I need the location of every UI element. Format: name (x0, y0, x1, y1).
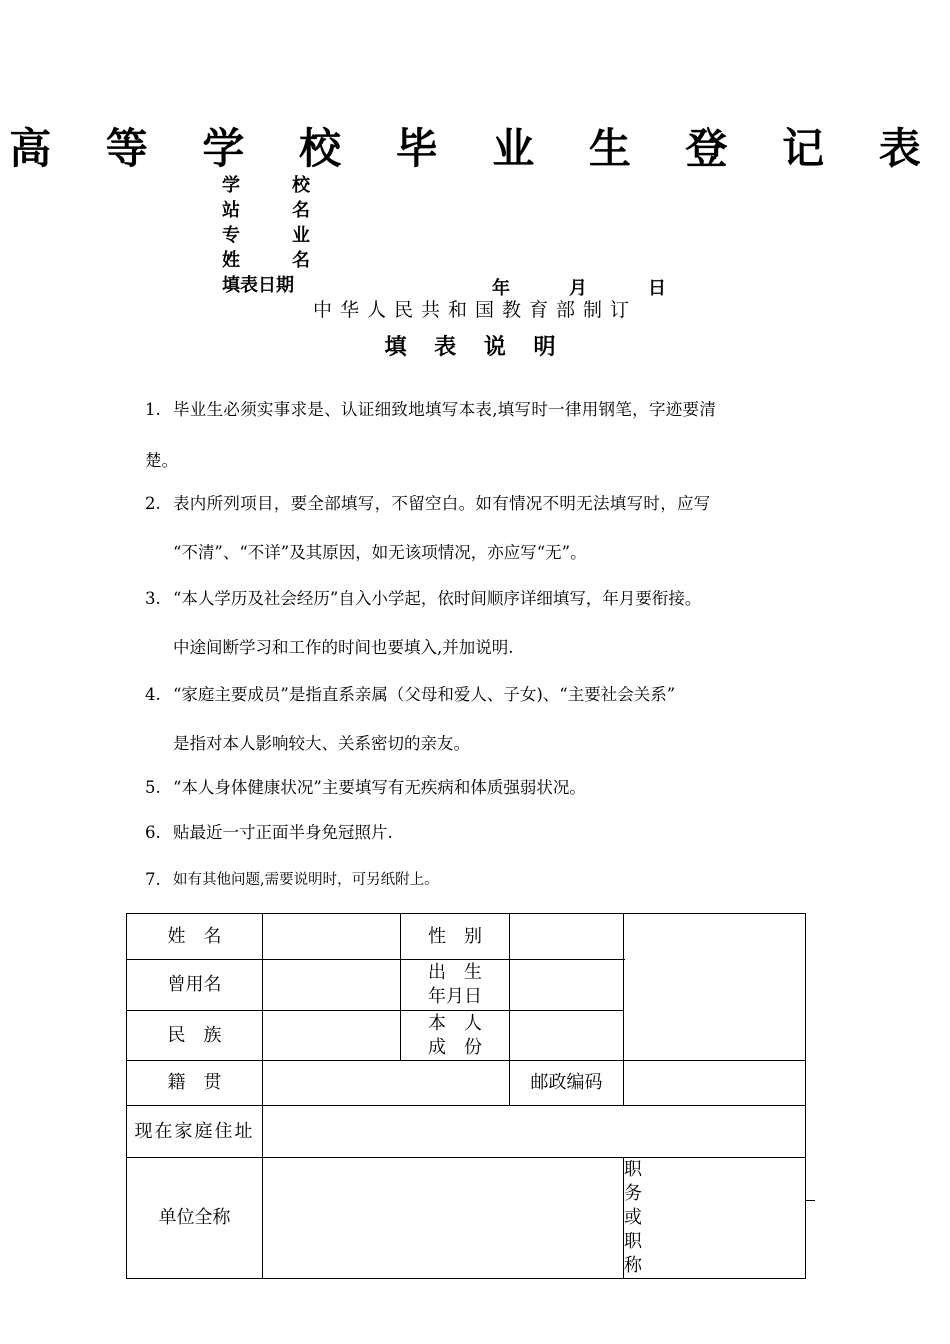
ethnicity-value-cell[interactable] (263, 1011, 401, 1061)
note-2-continued (173, 541, 587, 565)
info-station (222, 199, 310, 223)
note-text: “本人身体健康状况”主要填写有无疾病和体质强弱状况。 (173, 778, 586, 797)
former-name-value-cell[interactable] (263, 960, 401, 1011)
graduate-info-table: 姓 名 性 别 曾用名 出 生 年月日 民 族 本 人 成 份 籍 贯 邮政编码 现在家庭住址 单位全称 职务或职称 (126, 913, 806, 1279)
note-number: 5. (145, 778, 161, 797)
note-1-continued (145, 449, 178, 473)
info-label-school: 学 校 (222, 175, 310, 196)
name-value-cell[interactable] (263, 914, 401, 960)
date-month-label: 月 (569, 278, 587, 299)
note-number: 4. (145, 685, 161, 704)
gender-value-cell[interactable] (510, 914, 624, 960)
note-text: 如有其他问题,需要说明时，可另纸附上。 (173, 872, 439, 888)
note-number: 1. (145, 400, 161, 419)
note-text: 毕业生必须实事求是、认证细致地填写本表,填写时一律用钢笔，字迹要清 (173, 400, 717, 419)
date-year-label: 年 (492, 278, 510, 299)
home-address-value-cell[interactable] (263, 1106, 806, 1158)
note-text: 是指对本人影响较大、关系密切的亲友。 (173, 734, 470, 753)
position-value-cell[interactable] (624, 1158, 806, 1279)
info-major (222, 224, 310, 248)
note-text: 表内所列项目，要全部填写，不留空白。如有情况不明无法填写时，应写 (173, 494, 711, 513)
birth-date-value-cell[interactable] (510, 960, 624, 1011)
postcode-value-cell[interactable] (624, 1061, 806, 1106)
native-place-value-cell[interactable] (263, 1061, 510, 1106)
label-name: 姓 名 (127, 914, 263, 960)
info-label-name: 姓 名 (222, 250, 310, 271)
note-text: 中途间断学习和工作的时间也要填入,并加说明. (173, 638, 514, 657)
label-family-status-line1: 本 人 (428, 1012, 482, 1034)
note-text: 贴最近一寸正面半身免冠照片. (173, 823, 393, 842)
note-3-continued (173, 636, 514, 660)
label-ethnicity: 民 族 (127, 1011, 263, 1061)
label-family-status (401, 1011, 510, 1061)
note-4-continued (173, 732, 470, 756)
note-text: “家庭主要成员”是指直系亲属（父母和爱人、子女)、“主要社会关系” (173, 685, 676, 704)
label-birth-date-line1: 出 生 (428, 962, 482, 983)
issuing-organization: 中华人民共和国教育部制订 (312, 299, 637, 321)
info-fill-date (222, 274, 310, 298)
form-title: 高 等 学 校 毕 业 生 登 记 表 (9, 124, 941, 173)
label-home-address: 现在家庭住址 (127, 1106, 263, 1158)
info-school (222, 174, 310, 198)
note-text: 楚。 (145, 451, 178, 470)
note-text: “不清”、“不详”及其原因，如无该项情况，亦应写“无”。 (173, 543, 587, 562)
label-birth-date (401, 960, 510, 1011)
note-text: “本人学历及社会经历”自入小学起，依时间顺序详细填写，年月要衔接。 (173, 589, 702, 608)
label-birth-date-line2: 年月日 (428, 986, 482, 1007)
photo-cell[interactable] (624, 914, 806, 1061)
info-name (222, 249, 310, 273)
instructions-heading: 填 表 说 明 (384, 335, 566, 360)
label-native-place: 籍 贯 (127, 1061, 263, 1106)
note-number: 3. (145, 589, 161, 608)
note-number: 2. (145, 494, 161, 513)
family-status-value-cell[interactable] (510, 1011, 624, 1061)
label-former-name: 曾用名 (127, 960, 263, 1011)
label-employer: 单位全称 (127, 1158, 263, 1279)
label-family-status-line2: 成 份 (428, 1036, 482, 1058)
employer-value-cell[interactable] (263, 1158, 624, 1279)
info-label-station: 站 名 (222, 200, 310, 221)
info-label-fill-date: 填表日期 (222, 275, 294, 296)
date-day-label: 日 (648, 278, 666, 299)
label-postcode: 邮政编码 (510, 1061, 624, 1106)
table-trailing-line (805, 1200, 815, 1201)
note-number: 6. (145, 823, 161, 842)
note-number: 7. (145, 870, 161, 889)
label-gender: 性 别 (401, 914, 510, 960)
info-label-major: 专 业 (222, 225, 310, 246)
